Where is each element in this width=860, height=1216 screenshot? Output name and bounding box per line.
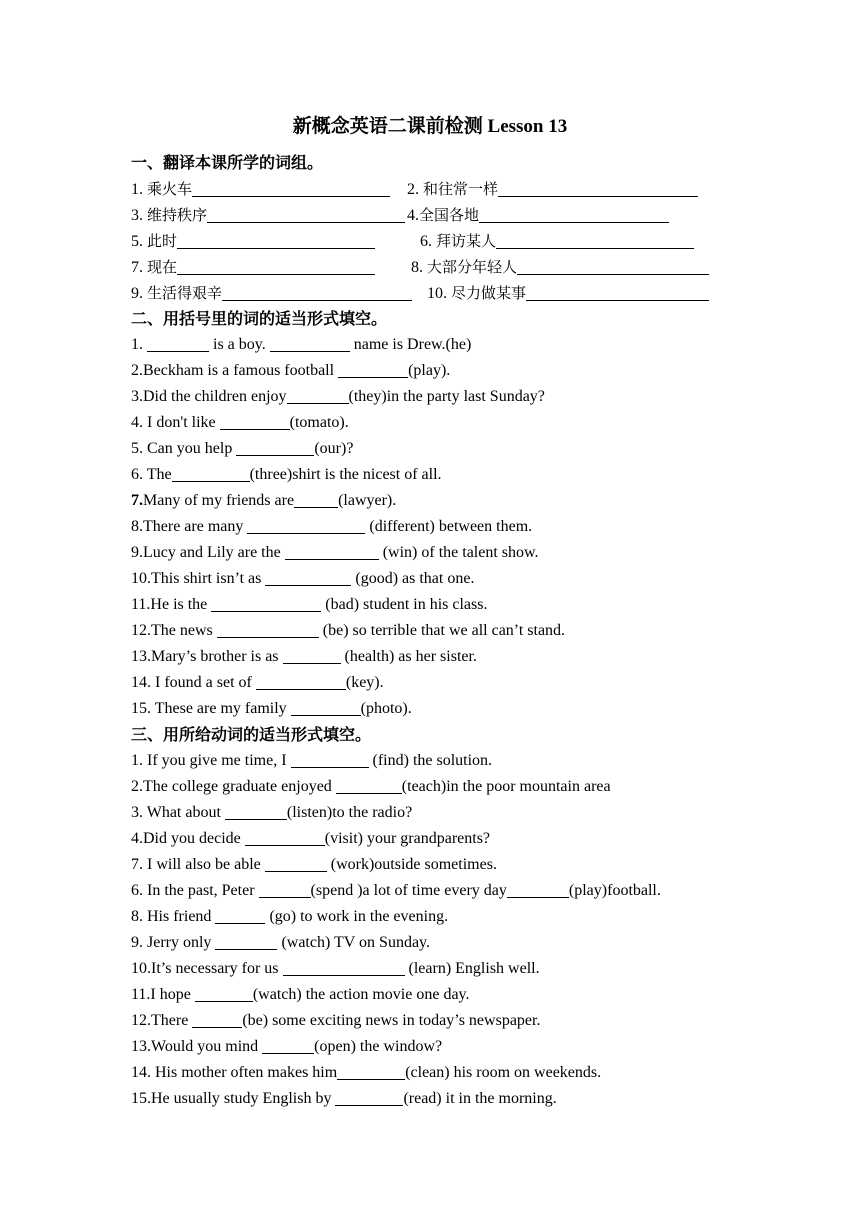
question-text: 8. His friend bbox=[131, 908, 216, 925]
question-text: (watch) TV on Sunday. bbox=[277, 934, 431, 951]
question-text: (watch) the action movie one day. bbox=[252, 986, 470, 1003]
question-line bbox=[131, 592, 487, 618]
question-line bbox=[131, 800, 412, 826]
answer-blank[interactable] bbox=[337, 1061, 405, 1080]
question-text: 10.It’s necessary for us bbox=[131, 960, 283, 977]
question-line bbox=[131, 618, 565, 644]
question-text: is a boy. bbox=[209, 336, 270, 353]
question-line bbox=[131, 462, 442, 488]
item-number: 6. bbox=[420, 233, 432, 250]
question-line bbox=[131, 904, 448, 930]
question-text: 3. What about bbox=[131, 804, 225, 821]
question-text: (different) between them. bbox=[365, 518, 533, 535]
chinese-phrase: 拜访某人 bbox=[436, 232, 497, 250]
item-number-bold: 7. bbox=[131, 492, 143, 509]
answer-blank[interactable] bbox=[225, 801, 287, 820]
question-text: 6. The bbox=[131, 466, 172, 483]
section3-heading: 三、用所给动词的适当形式填空。 bbox=[131, 725, 372, 744]
answer-blank[interactable] bbox=[498, 178, 698, 197]
question-line bbox=[131, 514, 532, 540]
question-line bbox=[131, 332, 471, 358]
question-text: (play). bbox=[408, 362, 451, 379]
question-line bbox=[131, 956, 540, 982]
question-line bbox=[131, 358, 450, 384]
question-line bbox=[131, 1086, 557, 1112]
question-line bbox=[131, 410, 349, 436]
translation-item bbox=[131, 176, 390, 203]
question-text: (tomato). bbox=[289, 414, 349, 431]
answer-blank[interactable] bbox=[215, 931, 277, 950]
question-line bbox=[131, 670, 384, 696]
question-text: (find) the solution. bbox=[368, 752, 493, 769]
answer-blank[interactable] bbox=[220, 411, 290, 430]
item-number: 5. bbox=[131, 233, 143, 250]
answer-blank[interactable] bbox=[291, 749, 369, 768]
chinese-phrase: 乘火车 bbox=[147, 180, 193, 198]
question-text: (teach)in the poor mountain area bbox=[401, 778, 611, 795]
answer-blank[interactable] bbox=[283, 957, 405, 976]
question-line bbox=[131, 488, 396, 514]
question-text: 14. His mother often makes him bbox=[131, 1064, 338, 1081]
question-text: (bad) student in his class. bbox=[321, 596, 488, 613]
section2-heading: 二、用括号里的词的适当形式填空。 bbox=[131, 309, 388, 328]
answer-blank[interactable] bbox=[245, 827, 325, 846]
question-text: 10.This shirt isn’t as bbox=[131, 570, 266, 587]
question-text: (good) as that one. bbox=[351, 570, 475, 587]
question-line bbox=[131, 384, 545, 410]
question-text: (work)outside sometimes. bbox=[326, 856, 497, 873]
question-text: 1. bbox=[131, 336, 147, 353]
question-line bbox=[131, 436, 353, 462]
answer-blank[interactable] bbox=[262, 1035, 314, 1054]
question-text: (be) some exciting news in today’s newspaper. bbox=[242, 1012, 541, 1029]
answer-blank[interactable] bbox=[236, 437, 314, 456]
answer-blank[interactable] bbox=[507, 879, 569, 898]
chinese-phrase: 维持秩序 bbox=[147, 206, 208, 224]
question-text: Many of my friends are bbox=[143, 492, 295, 509]
answer-blank[interactable] bbox=[338, 359, 408, 378]
question-text: (play)football. bbox=[568, 882, 661, 899]
question-line bbox=[131, 540, 539, 566]
item-number: 9. bbox=[131, 285, 143, 302]
answer-blank[interactable] bbox=[336, 775, 402, 794]
question-text: 15.He usually study English by bbox=[131, 1090, 336, 1107]
question-text: (go) to work in the evening. bbox=[265, 908, 449, 925]
question-line bbox=[131, 644, 477, 670]
chinese-phrase: 生活得艰辛 bbox=[147, 284, 223, 302]
question-text: (they)in the party last Sunday? bbox=[348, 388, 545, 405]
question-text: 12.The news bbox=[131, 622, 217, 639]
question-text: 14. I found a set of bbox=[131, 674, 256, 691]
question-text: (key). bbox=[345, 674, 384, 691]
translation-item bbox=[131, 280, 412, 307]
answer-blank[interactable] bbox=[256, 671, 346, 690]
answer-blank[interactable] bbox=[147, 333, 209, 352]
question-line bbox=[131, 748, 492, 774]
answer-blank[interactable] bbox=[335, 1087, 403, 1106]
answer-blank[interactable] bbox=[496, 230, 694, 249]
question-text: (read) it in the morning. bbox=[403, 1090, 557, 1107]
question-text: (listen)to the radio? bbox=[286, 804, 413, 821]
question-text: 6. In the past, Peter bbox=[131, 882, 259, 899]
translation-item bbox=[131, 202, 405, 229]
question-text: 8.There are many bbox=[131, 518, 248, 535]
question-text: 11.He is the bbox=[131, 596, 212, 613]
answer-blank[interactable] bbox=[283, 645, 341, 664]
question-text: (learn) English well. bbox=[404, 960, 540, 977]
question-text: 13.Would you mind bbox=[131, 1038, 263, 1055]
question-text: 7. I will also be able bbox=[131, 856, 265, 873]
answer-blank[interactable] bbox=[517, 256, 709, 275]
answer-blank[interactable] bbox=[526, 282, 709, 301]
chinese-phrase: 大部分年轻人 bbox=[427, 258, 518, 276]
chinese-phrase: 此时 bbox=[147, 232, 178, 250]
answer-blank[interactable] bbox=[247, 515, 365, 534]
answer-blank[interactable] bbox=[479, 204, 669, 223]
question-text: (clean) his room on weekends. bbox=[405, 1064, 602, 1081]
question-text: (photo). bbox=[360, 700, 412, 717]
item-number: 4. bbox=[407, 207, 419, 224]
answer-blank[interactable] bbox=[287, 385, 349, 404]
worksheet-title: 新概念英语二课前检测 Lesson 13 bbox=[292, 116, 568, 137]
question-text: (open) the window? bbox=[314, 1038, 443, 1055]
answer-blank[interactable] bbox=[172, 463, 250, 482]
question-line bbox=[131, 826, 490, 852]
answer-blank[interactable] bbox=[177, 256, 375, 275]
section-1-heading: 一、翻译本课所学的词组。 bbox=[131, 153, 324, 172]
translation-item bbox=[131, 254, 375, 281]
question-text: 12.There bbox=[131, 1012, 193, 1029]
question-text: 15. These are my family bbox=[131, 700, 291, 717]
question-text: (health) as her sister. bbox=[340, 648, 477, 665]
question-text: 3.Did the children enjoy bbox=[131, 388, 287, 405]
question-line bbox=[131, 878, 661, 904]
question-line bbox=[131, 982, 470, 1008]
question-text: (be) so terrible that we all can’t stand. bbox=[318, 622, 566, 639]
question-line bbox=[131, 1060, 601, 1086]
question-line bbox=[131, 1034, 442, 1060]
question-text: 2.The college graduate enjoyed bbox=[131, 778, 336, 795]
translation-item bbox=[131, 228, 375, 255]
item-number: 10. bbox=[427, 285, 447, 302]
answer-blank[interactable] bbox=[192, 178, 390, 197]
translation-item bbox=[420, 228, 694, 255]
item-number: 1. bbox=[131, 181, 143, 198]
chinese-phrase: 和往常一样 bbox=[423, 180, 499, 198]
answer-blank[interactable] bbox=[207, 204, 405, 223]
question-text: 9.Lucy and Lily are the bbox=[131, 544, 285, 561]
question-text: (win) of the talent show. bbox=[378, 544, 539, 561]
question-text: name is Drew.(he) bbox=[349, 336, 472, 353]
answer-blank[interactable] bbox=[265, 567, 351, 586]
question-text: 4. I don't like bbox=[131, 414, 220, 431]
answer-blank[interactable] bbox=[195, 983, 253, 1002]
answer-blank[interactable] bbox=[294, 489, 338, 508]
answer-blank[interactable] bbox=[211, 593, 321, 612]
question-text: 11.I hope bbox=[131, 986, 195, 1003]
answer-blank[interactable] bbox=[291, 697, 361, 716]
answer-blank[interactable] bbox=[222, 282, 412, 301]
translation-item bbox=[427, 280, 709, 307]
question-text: 2.Beckham is a famous football bbox=[131, 362, 339, 379]
chinese-phrase: 现在 bbox=[147, 258, 178, 276]
translation-item bbox=[411, 254, 709, 281]
answer-blank[interactable] bbox=[265, 853, 327, 872]
question-text: 9. Jerry only bbox=[131, 934, 216, 951]
question-text: (lawyer). bbox=[338, 492, 397, 509]
item-number: 7. bbox=[131, 259, 143, 276]
question-text: 5. Can you help bbox=[131, 440, 237, 457]
answer-blank[interactable] bbox=[192, 1009, 242, 1028]
question-text: 4.Did you decide bbox=[131, 830, 245, 847]
question-text: (visit) your grandparents? bbox=[324, 830, 491, 847]
question-line bbox=[131, 1008, 540, 1034]
question-line bbox=[131, 930, 430, 956]
question-line bbox=[131, 696, 412, 722]
answer-blank[interactable] bbox=[177, 230, 375, 249]
answer-blank[interactable] bbox=[215, 905, 265, 924]
answer-blank[interactable] bbox=[217, 619, 319, 638]
question-line bbox=[131, 774, 611, 800]
item-number: 8. bbox=[411, 259, 423, 276]
translation-item bbox=[407, 176, 698, 203]
item-number: 2. bbox=[407, 181, 419, 198]
question-text: (three)shirt is the nicest of all. bbox=[249, 466, 442, 483]
item-number: 3. bbox=[131, 207, 143, 224]
answer-blank[interactable] bbox=[270, 333, 350, 352]
question-text: 1. If you give me time, I bbox=[131, 752, 291, 769]
question-text: (our)? bbox=[314, 440, 354, 457]
answer-blank[interactable] bbox=[285, 541, 379, 560]
translation-item bbox=[407, 202, 669, 229]
question-text: 13.Mary’s brother is as bbox=[131, 648, 283, 665]
question-line bbox=[131, 852, 497, 878]
question-text: (spend )a lot of time every day bbox=[310, 882, 507, 899]
question-line bbox=[131, 566, 474, 592]
answer-blank[interactable] bbox=[259, 879, 311, 898]
chinese-phrase: 全国各地 bbox=[419, 206, 480, 224]
chinese-phrase: 尽力做某事 bbox=[451, 284, 527, 302]
